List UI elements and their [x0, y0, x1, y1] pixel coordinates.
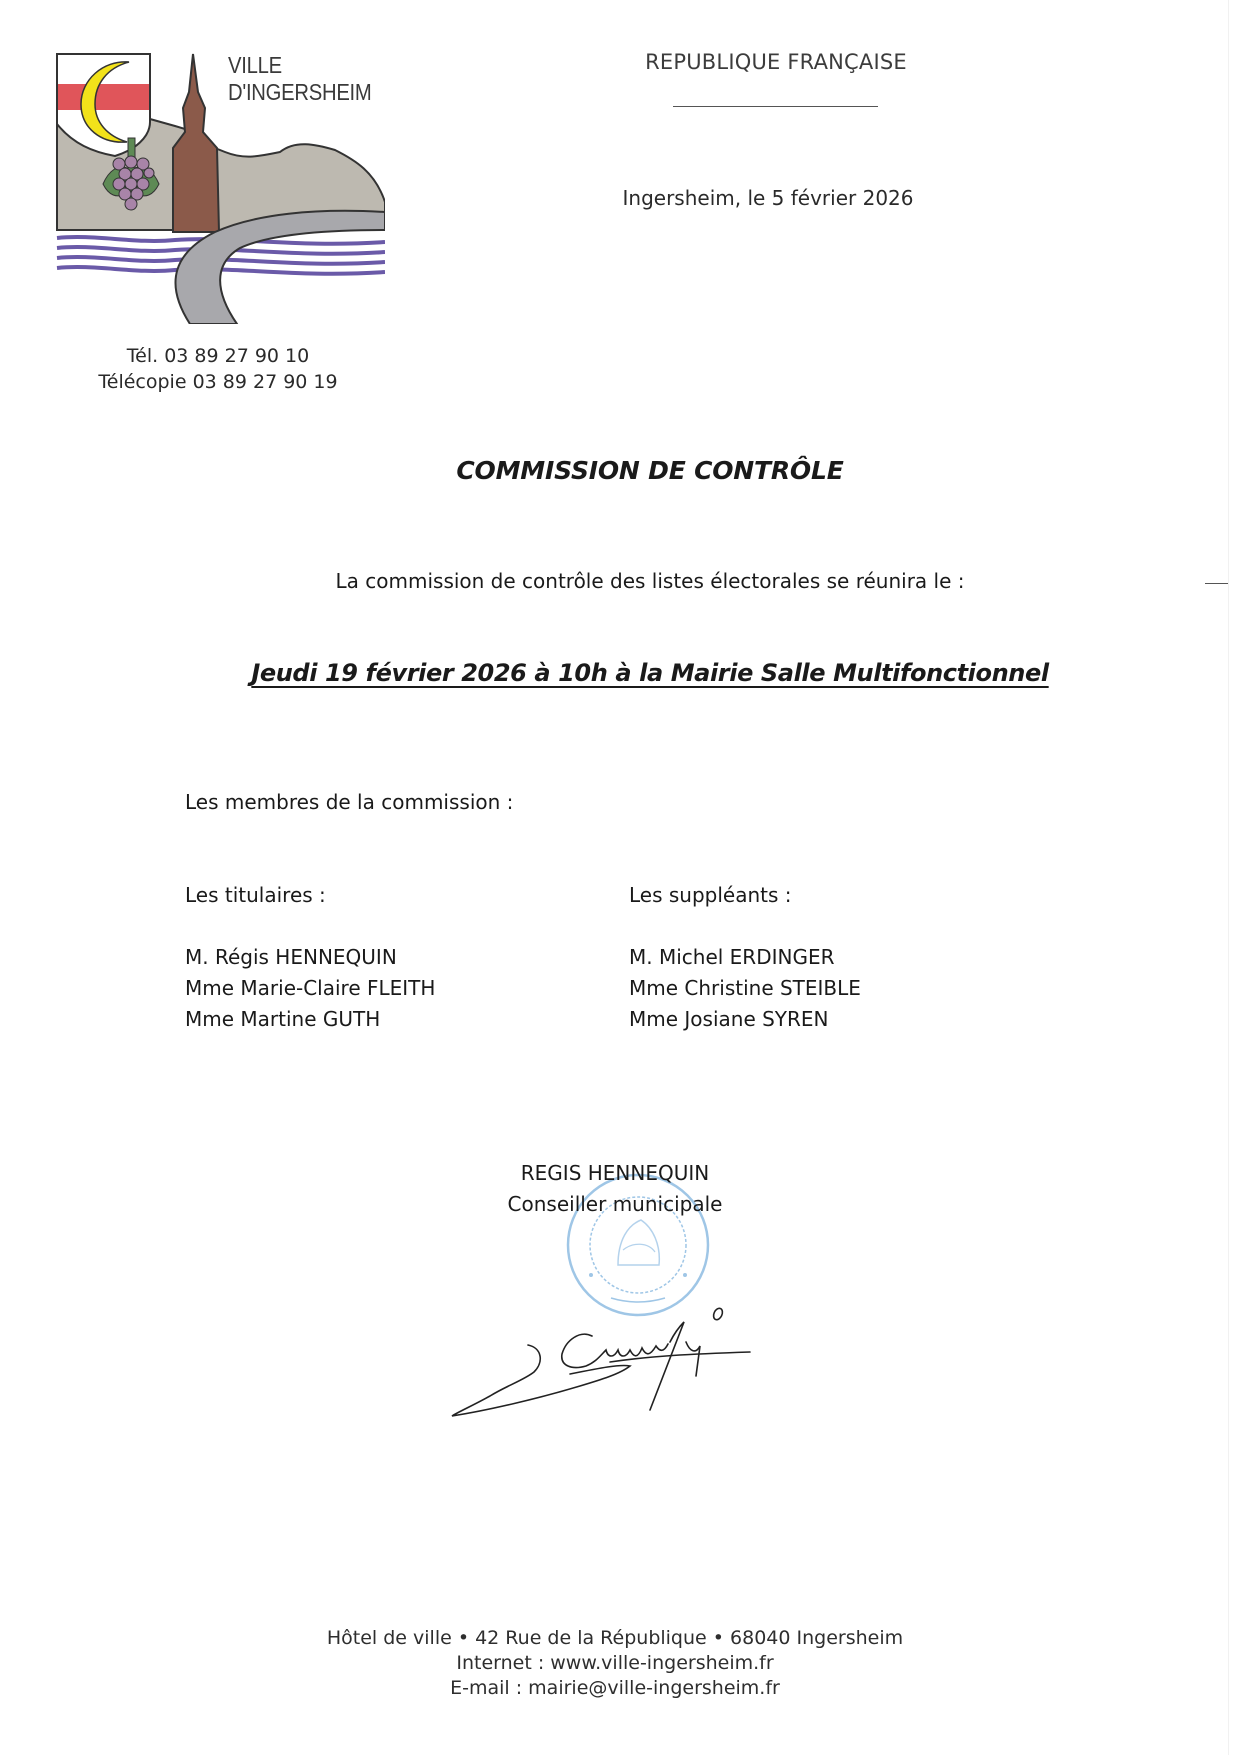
titulaire-name: Mme Martine GUTH	[185, 1007, 381, 1031]
footer-email: E-mail : mairie@ville-ingersheim.fr	[450, 1677, 780, 1699]
phone-number: Tél. 03 89 27 90 10	[126, 345, 310, 367]
titulaires-list	[185, 880, 435, 1035]
footer-address: Hôtel de ville • 42 Rue de la République • 68040 Ingersheim	[326, 1627, 904, 1649]
titulaire-name: M. Régis HENNEQUIN	[185, 945, 397, 969]
city-name-line2: D'INGERSHEIM	[228, 79, 372, 105]
city-name	[228, 52, 372, 106]
scan-edge	[1228, 0, 1229, 1755]
handwritten-signature-icon	[450, 1300, 770, 1435]
intro-text: La commission de contrôle des listes électorales se réunira le :	[335, 569, 965, 593]
header-divider	[673, 106, 878, 107]
signatory-name: REGIS HENNEQUIN	[520, 1161, 710, 1185]
fax-number: Télécopie 03 89 27 90 19	[98, 371, 338, 393]
members-label: Les membres de la commission :	[185, 790, 514, 814]
suppleant-name: M. Michel ERDINGER	[629, 945, 835, 969]
suppleants-list	[629, 880, 861, 1035]
signatory-role: Conseiller municipale	[507, 1192, 723, 1216]
suppleants-header: Les suppléants :	[629, 883, 792, 907]
suppleant-name: Mme Josiane SYREN	[629, 1007, 829, 1031]
titulaires-header: Les titulaires :	[185, 883, 326, 907]
document-title: COMMISSION DE CONTRÔLE	[456, 456, 844, 485]
meeting-details: Jeudi 19 février 2026 à 10h à la Mairie Salle Multifonctionnel	[251, 659, 1049, 687]
titulaire-name: Mme Marie-Claire FLEITH	[185, 976, 436, 1000]
suppleant-name: Mme Christine STEIBLE	[629, 976, 861, 1000]
fold-mark	[1205, 583, 1229, 584]
footer-website: Internet : www.ville-ingersheim.fr	[456, 1652, 774, 1674]
footer	[327, 1626, 903, 1701]
signatory	[508, 1158, 723, 1220]
date-line: Ingersheim, le 5 février 2026	[622, 186, 914, 210]
republic-heading: REPUBLIQUE FRANÇAISE	[645, 50, 907, 74]
city-name-line1: VILLE	[228, 52, 282, 78]
contact-numbers	[98, 343, 337, 395]
